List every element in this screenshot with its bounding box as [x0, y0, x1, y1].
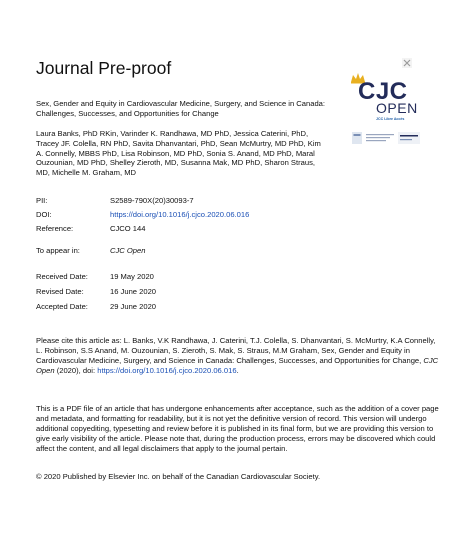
page-heading: Journal Pre-proof — [36, 58, 172, 78]
received-date-value: 19 May 2020 — [110, 272, 154, 281]
citation-year: (2020), doi: — [54, 366, 96, 375]
brand-logo-open: OPEN — [376, 100, 418, 116]
citation-doi-link[interactable]: https://doi.org/10.1016/j.cjco.2020.06.016 — [97, 366, 237, 375]
pii-label: PII: — [36, 196, 48, 205]
received-date-label: Received Date: — [36, 272, 88, 281]
copyright-notice: © 2020 Published by Elsevier Inc. on behalf of the Canadian Cardiovascular Society. — [36, 472, 321, 481]
pii-value: S2589-790X(20)30093-7 — [110, 196, 194, 205]
citation-end: . — [236, 366, 239, 375]
disclaimer-paragraph: This is a PDF file of an article that has undergone enhancements after acceptance, such as the addition of a cover page and metadata, and formatting for readability, but it is not yet the definitive version of record. This version will undergo additional copyediting, typesetting and review before it is published in its final form, but we are providing this version to give early visibility of the article. Please note that, during the production process, errors may be discovered which could affect the content, and all legal disclaimers that apply to the journal pertain. — [36, 404, 439, 453]
accepted-date-value: 29 June 2020 — [110, 302, 157, 311]
reference-label: Reference: — [36, 224, 74, 233]
appear-in-value: CJC Open — [110, 246, 146, 255]
journal-cover-strip-icon — [352, 130, 422, 146]
doi-link[interactable]: https://doi.org/10.1016/j.cjco.2020.06.016 — [110, 210, 250, 219]
accepted-date-label: Accepted Date: — [36, 302, 88, 311]
citation-paragraph — [36, 336, 440, 376]
brand-tagline: JCC Libre Accès — [376, 117, 405, 121]
reference-value: CJCO 144 — [110, 224, 146, 233]
revised-date-label: Revised Date: — [36, 287, 84, 296]
citation-text: Please cite this article as: L. Banks, V.K Randhawa, J. Caterini, T.J. Colella, S. Dhanvantari, S. McMurtry, K.A Connelly, L. Robinson, S.S Anand, M. Ouzounian, S. Zieroth, S. Mak, S. Straus, M.M Graham, Sex, Gender and Equity in Cardiovascular Medicine, Surgery, and Science in Canada: Challenges, Successes, and Opportunities for Change, — [36, 336, 436, 365]
close-mark-icon — [402, 58, 412, 68]
citation-journal: CJC Open — [36, 356, 439, 375]
revised-date-value: 16 June 2020 — [110, 287, 157, 296]
brand-logo-cjc: CJC — [358, 78, 408, 105]
article-title: Sex, Gender and Equity in Cardiovascular Medicine, Surgery, and Science in Canada: Challenges, Successes, and Opportunities for Change — [36, 99, 326, 118]
doi-label: DOI: — [36, 210, 52, 219]
article-authors: Laura Banks, PhD RKin, Varinder K. Randhawa, MD PhD, Jessica Caterini, PhD, Tracey JF. Colella, RN PhD, Savita Dhanvantari, PhD, Sean McMurtry, MD PhD, Kim A. Connelly, MBBS PhD, Lisa Robinson, MD PhD, Sonia S. Anand, MD PhD, Maral Ouzounian, MD PhD, Shelley Zieroth, MD, Susanna Mak, MD PhD, Sharon Straus, MD, Michelle M. Graham, MD — [36, 129, 321, 178]
appear-in-label: To appear in: — [36, 246, 80, 255]
